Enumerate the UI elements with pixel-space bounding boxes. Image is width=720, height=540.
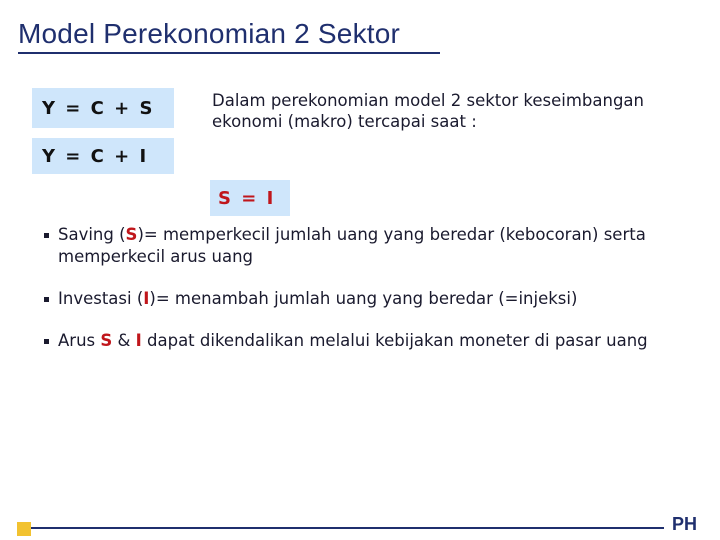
equation-s-i: S = I bbox=[210, 180, 290, 216]
equation-y-c-s: Y = C + S bbox=[32, 88, 174, 128]
bullet-arus-mid: & bbox=[112, 331, 136, 350]
bullet-arus-var-i: I bbox=[135, 331, 142, 350]
equilibrium-description: Dalam perekonomian model 2 sektor keseimbangan ekonomi (makro) tercapai saat : bbox=[212, 91, 644, 131]
footer-rule bbox=[31, 527, 664, 529]
bullet-investasi-var: I bbox=[143, 289, 150, 308]
bullet-arus-var-s: S bbox=[100, 331, 113, 350]
equation-y-c-i: Y = C + I bbox=[32, 138, 174, 174]
bullet-square-icon bbox=[44, 233, 49, 238]
bullet-investasi-text: )= menambah jumlah uang yang beredar (=injeksi) bbox=[149, 289, 578, 308]
footer-square bbox=[17, 522, 31, 536]
title-underline bbox=[18, 52, 440, 54]
bullet-square-icon bbox=[44, 339, 49, 344]
footer-label: PH bbox=[672, 514, 698, 534]
bullet-list bbox=[44, 224, 684, 372]
bullet-saving-text: )= memperkecil jumlah uang yang beredar (kebocoran) serta memperkecil arus uang bbox=[58, 225, 646, 266]
bullet-saving-var: S bbox=[125, 225, 138, 244]
bullet-arus-prefix: Arus bbox=[58, 331, 101, 350]
slide-title: Model Perekonomian 2 Sektor bbox=[18, 18, 401, 49]
bullet-investasi bbox=[44, 288, 684, 310]
bullet-arus-text: dapat dikendalikan melalui kebijakan moneter di pasar uang bbox=[141, 331, 648, 350]
bullet-saving bbox=[44, 224, 684, 268]
bullet-saving-prefix: Saving ( bbox=[58, 225, 126, 244]
bullet-arus bbox=[44, 330, 684, 352]
bullet-square-icon bbox=[44, 297, 49, 302]
bullet-investasi-prefix: Investasi ( bbox=[58, 289, 144, 308]
